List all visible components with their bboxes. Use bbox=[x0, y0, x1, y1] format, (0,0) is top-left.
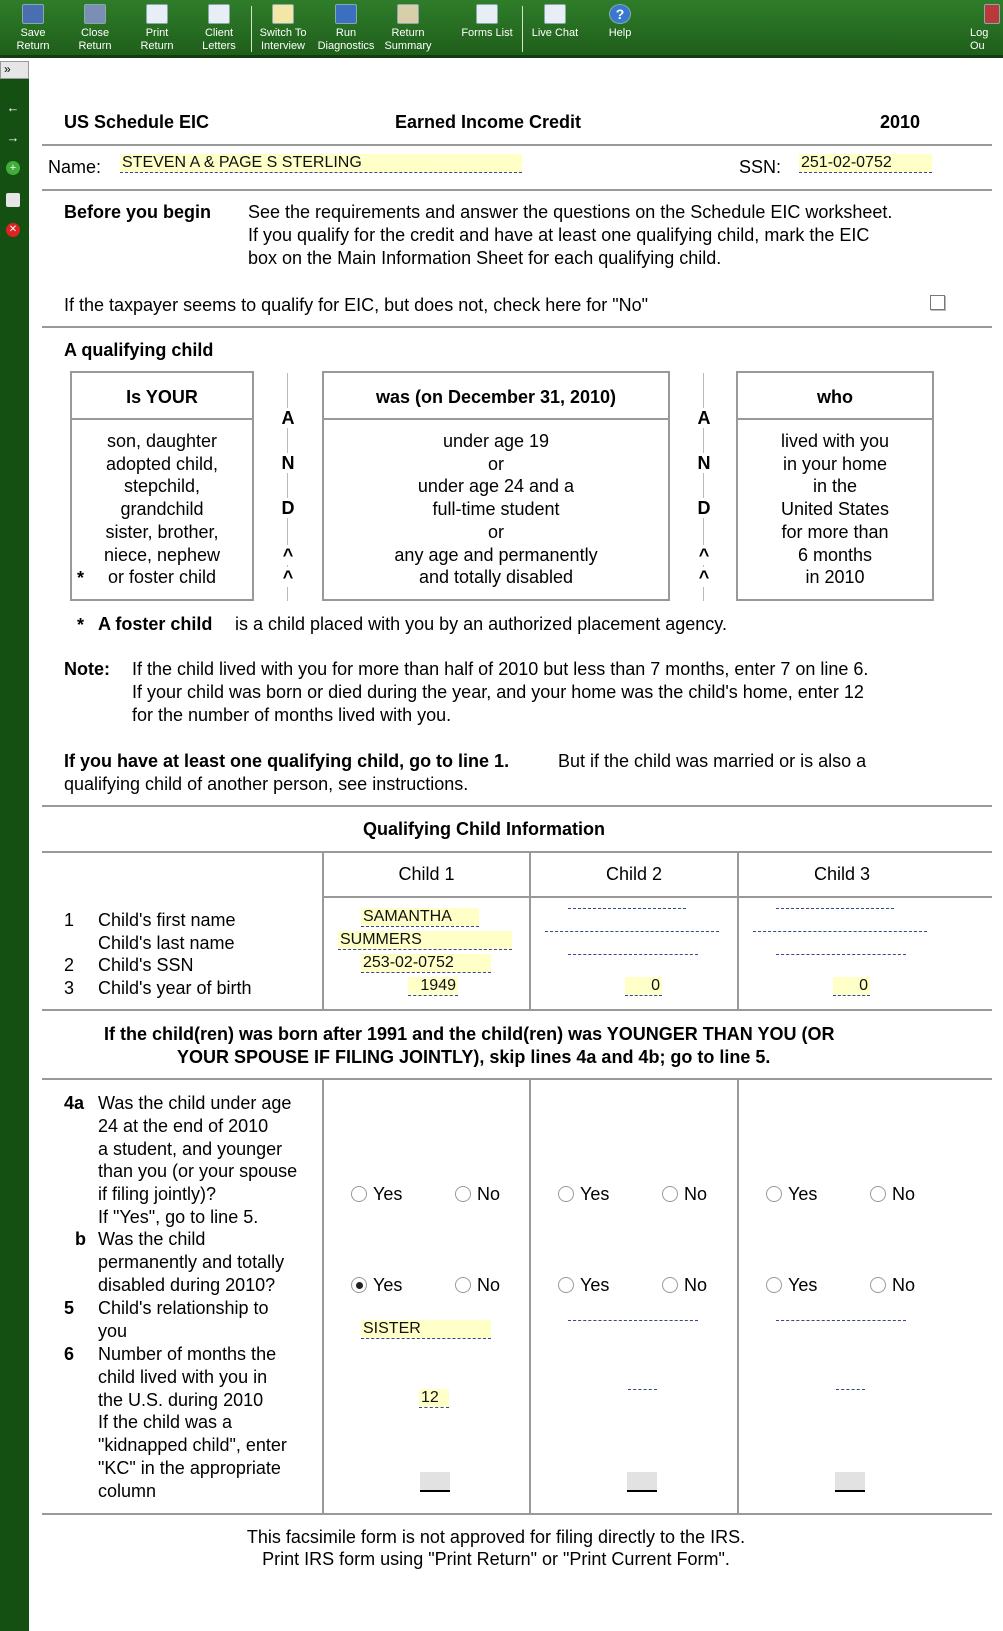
requirement-line: lived with you bbox=[780, 431, 890, 451]
requirement-line: in your home bbox=[782, 453, 888, 474]
ssn-label: SSN: bbox=[739, 157, 782, 177]
run-diagnostics-button[interactable]: Run Diagnostics bbox=[313, 2, 379, 56]
left-sidebar bbox=[0, 61, 29, 1631]
child-3-first-name-field[interactable] bbox=[776, 908, 894, 909]
child-3-months-field[interactable] bbox=[836, 1389, 865, 1390]
help-icon: ? bbox=[609, 4, 631, 24]
requirement-line: grandchild bbox=[120, 499, 204, 520]
requirement-line: in the bbox=[812, 476, 858, 497]
and-letter: N bbox=[697, 453, 711, 473]
question-text: Number of months the bbox=[98, 1344, 277, 1364]
divider bbox=[42, 805, 992, 807]
and-letter: ^ bbox=[696, 567, 712, 587]
note-text: If the child lived with you for more than half of 2010 but less than 7 months, enter 7 on line 6. bbox=[132, 659, 869, 679]
radio-circle bbox=[870, 1277, 886, 1293]
child-1-months-field[interactable]: 12 bbox=[419, 1389, 449, 1408]
relationship-box bbox=[70, 371, 254, 601]
child-3-ssn-field[interactable] bbox=[776, 954, 906, 955]
child-2-months-field[interactable] bbox=[628, 1389, 657, 1390]
question-text: Child's relationship to bbox=[98, 1298, 269, 1318]
requirement-line: adopted child, bbox=[105, 453, 219, 474]
child-1-q4a-no-radio[interactable] bbox=[455, 1184, 500, 1204]
line-number: b bbox=[75, 1229, 86, 1249]
radio-circle bbox=[455, 1186, 471, 1202]
arrow-right-icon[interactable]: → bbox=[6, 130, 20, 145]
question-text: permanently and totally bbox=[98, 1251, 285, 1272]
arrow-left-icon[interactable]: ← bbox=[6, 100, 20, 115]
and-letter: A bbox=[697, 408, 711, 428]
first-name-label: Child's first name bbox=[98, 910, 236, 930]
radio-label: Yes bbox=[580, 1184, 610, 1204]
client-letters-button[interactable]: Client Letters bbox=[186, 2, 252, 56]
child-1-relationship-field[interactable]: SISTER bbox=[361, 1320, 491, 1339]
toolbar bbox=[0, 0, 1003, 58]
child-2-header: Child 2 bbox=[605, 864, 663, 884]
radio-circle bbox=[766, 1277, 782, 1293]
relationship-head: Is YOUR bbox=[126, 387, 198, 407]
divider bbox=[42, 1513, 992, 1515]
footer-note: This facsimile form is not approved for filing directly to the IRS. bbox=[246, 1527, 746, 1547]
no-eic-text: If the taxpayer seems to qualify for EIC, but does not, check here for "No" bbox=[64, 295, 649, 315]
radio-circle bbox=[558, 1277, 574, 1293]
age-head: was (on December 31, 2010) bbox=[375, 387, 617, 407]
switch-to-interview-button[interactable]: Switch To Interview bbox=[250, 2, 316, 56]
ssn-field[interactable]: 251-02-0752 bbox=[799, 154, 932, 173]
radio-label: Yes bbox=[373, 1275, 403, 1295]
and-letter: ^ bbox=[696, 545, 712, 565]
requirement-line: son, daughter bbox=[106, 431, 218, 451]
question-text: Was the child bbox=[98, 1229, 206, 1249]
return-summary-button[interactable]: Return Summary bbox=[375, 2, 441, 56]
goto-note-text: qualifying child of another person, see instructions. bbox=[64, 774, 469, 794]
and-letter: ^ bbox=[280, 567, 296, 587]
child-1-q4b-yes-radio[interactable] bbox=[351, 1275, 402, 1295]
before-you-begin-label: Before you begin bbox=[64, 202, 212, 222]
delete-icon[interactable]: ✕ bbox=[6, 223, 20, 237]
line-number: 3 bbox=[64, 978, 75, 998]
line-number: 1 bbox=[64, 910, 75, 930]
child-1-kidnapped-field[interactable] bbox=[420, 1472, 450, 1492]
requirement-line: or bbox=[487, 453, 504, 474]
form-code: US Schedule EIC bbox=[64, 112, 210, 132]
printer-icon[interactable] bbox=[6, 193, 20, 207]
child-3-kidnapped-field[interactable] bbox=[835, 1472, 865, 1492]
list-icon bbox=[476, 4, 498, 24]
child-2-q4a-yes-radio[interactable] bbox=[558, 1184, 609, 1204]
child-3-year-of-birth-field[interactable]: 0 bbox=[833, 977, 870, 996]
radio-circle bbox=[455, 1277, 471, 1293]
goto-note-text: But if the child was married or is also a bbox=[558, 751, 867, 771]
child-3-q4a-yes-radio[interactable] bbox=[766, 1184, 817, 1204]
interview-icon bbox=[272, 4, 294, 24]
divider bbox=[72, 418, 252, 420]
radio-label: No bbox=[477, 1275, 501, 1295]
foster-star: * bbox=[77, 615, 85, 635]
radio-label: No bbox=[684, 1184, 708, 1204]
foster-text: is a child placed with you by an authorized placement agency. bbox=[235, 614, 727, 634]
divider bbox=[42, 1078, 992, 1080]
requirement-line: sister, brother, bbox=[105, 521, 219, 542]
child-ssn-label: Child's SSN bbox=[98, 955, 194, 975]
requirement-line: any age and permanently bbox=[394, 544, 598, 565]
radio-label: No bbox=[477, 1184, 501, 1204]
child-2-relationship-field[interactable] bbox=[568, 1320, 698, 1321]
child-3-header: Child 3 bbox=[813, 864, 871, 884]
radio-circle bbox=[870, 1186, 886, 1202]
line-number: 5 bbox=[64, 1298, 75, 1318]
child-3-relationship-field[interactable] bbox=[776, 1320, 906, 1321]
divider bbox=[42, 851, 992, 853]
child-1-ssn-field[interactable]: 253-02-0752 bbox=[361, 954, 491, 973]
question-text: a student, and younger bbox=[98, 1138, 283, 1159]
child-1-q4a-yes-radio[interactable] bbox=[351, 1184, 402, 1204]
no-eic-checkbox[interactable] bbox=[930, 295, 945, 310]
name-label: Name: bbox=[48, 157, 102, 177]
radio-label: Yes bbox=[580, 1275, 610, 1295]
and-letter: A bbox=[281, 408, 295, 428]
requirement-line: under age 19 bbox=[442, 431, 550, 451]
before-text: If you qualify for the credit and have at least one qualifying child, mark the EIC bbox=[248, 225, 870, 245]
residency-box bbox=[736, 371, 934, 601]
question-text: column bbox=[98, 1480, 157, 1501]
question-text: "KC" in the appropriate bbox=[98, 1458, 281, 1478]
question-text: child lived with you in bbox=[98, 1366, 268, 1387]
child-3-q4a-no-radio[interactable] bbox=[870, 1184, 915, 1204]
and-letter: N bbox=[281, 453, 295, 473]
envelope-icon bbox=[208, 4, 230, 24]
child-2-q4a-no-radio[interactable] bbox=[662, 1184, 707, 1204]
and-letter: ^ bbox=[280, 545, 296, 565]
divider bbox=[324, 418, 668, 420]
requirement-line: full-time student bbox=[432, 499, 560, 520]
logout-icon bbox=[984, 4, 1000, 24]
divider bbox=[738, 418, 932, 420]
child-2-q4b-yes-radio[interactable] bbox=[558, 1275, 609, 1295]
requirement-line: 6 months bbox=[797, 544, 873, 565]
before-text: See the requirements and answer the questions on the Schedule EIC worksheet. bbox=[248, 202, 893, 222]
column-divider bbox=[529, 1078, 531, 1513]
radio-circle bbox=[558, 1186, 574, 1202]
requirement-line: or bbox=[487, 521, 504, 542]
skip-instruction: YOUR SPOUSE IF FILING JOINTLY), skip lines 4a and 4b; go to line 5. bbox=[177, 1047, 771, 1067]
close-folder-icon bbox=[84, 4, 106, 24]
tax-year: 2010 bbox=[880, 112, 921, 132]
radio-label: Yes bbox=[788, 1184, 818, 1204]
and-letter: D bbox=[697, 498, 711, 518]
requirement-line: United States bbox=[780, 499, 890, 520]
divider bbox=[42, 189, 992, 191]
radio-label: No bbox=[684, 1275, 708, 1295]
form-title: Earned Income Credit bbox=[395, 112, 582, 132]
question-text: If "Yes", go to line 5. bbox=[98, 1207, 259, 1227]
qualifying-child-info-heading: Qualifying Child Information bbox=[363, 819, 605, 839]
child-2-last-name-field[interactable] bbox=[545, 931, 719, 932]
foster-label: A foster child bbox=[98, 614, 213, 634]
question-text: if filing jointly)? bbox=[98, 1184, 217, 1205]
column-divider bbox=[322, 1078, 324, 1513]
note-text: If your child was born or died during the year, and your home was the child's home, enter 12 bbox=[132, 682, 864, 702]
question-text: than you (or your spouse bbox=[98, 1161, 298, 1182]
requirement-line: under age 24 and a bbox=[417, 476, 575, 497]
divider bbox=[42, 144, 992, 146]
radio-circle bbox=[351, 1186, 367, 1202]
year-of-birth-label: Child's year of birth bbox=[98, 978, 252, 998]
schedule-eic-form bbox=[42, 61, 992, 1631]
question-text: the U.S. during 2010 bbox=[98, 1389, 264, 1410]
log-out-button[interactable]: Log Ou bbox=[960, 2, 1003, 56]
requirement-line: or foster child bbox=[107, 567, 217, 588]
question-text: you bbox=[98, 1320, 128, 1341]
requirement-line: niece, nephew bbox=[103, 544, 221, 565]
child-3-q4b-no-radio[interactable] bbox=[870, 1275, 915, 1295]
column-divider bbox=[737, 1078, 739, 1513]
question-text: 24 at the end of 2010 bbox=[98, 1115, 269, 1136]
add-icon[interactable]: + bbox=[6, 161, 20, 175]
residency-head: who bbox=[817, 387, 853, 407]
foster-star: * bbox=[77, 568, 85, 588]
child-3-last-name-field[interactable] bbox=[753, 931, 927, 932]
line-number: 6 bbox=[64, 1344, 75, 1364]
help-button[interactable]: ? Help bbox=[608, 6, 632, 39]
child-1-q4b-no-radio[interactable] bbox=[455, 1275, 500, 1295]
radio-circle bbox=[662, 1277, 678, 1293]
child-3-q4b-yes-radio[interactable] bbox=[766, 1275, 817, 1295]
divider bbox=[42, 326, 992, 328]
child-1-header: Child 1 bbox=[398, 864, 455, 884]
footer-note: Print IRS form using "Print Return" or "Print Current Form". bbox=[262, 1549, 730, 1569]
radio-circle bbox=[662, 1186, 678, 1202]
requirement-line: and totally disabled bbox=[418, 567, 574, 588]
radio-label: No bbox=[892, 1184, 916, 1204]
diagnostics-icon bbox=[335, 4, 357, 24]
close-return-button[interactable]: Close Return bbox=[62, 2, 128, 56]
before-text: box on the Main Information Sheet for each qualifying child. bbox=[248, 248, 722, 268]
radio-circle bbox=[766, 1186, 782, 1202]
radio-circle bbox=[351, 1277, 367, 1293]
line-number: 2 bbox=[64, 955, 75, 975]
child-2-ssn-field[interactable] bbox=[568, 954, 698, 955]
last-name-label: Child's last name bbox=[98, 933, 235, 953]
print-return-button[interactable]: Print Return bbox=[124, 2, 190, 56]
radio-label: No bbox=[892, 1275, 916, 1295]
note-label: Note: bbox=[64, 659, 110, 679]
child-2-year-of-birth-field[interactable]: 0 bbox=[625, 977, 662, 996]
requirement-line: stepchild, bbox=[123, 476, 201, 497]
name-field[interactable]: STEVEN A & PAGE S STERLING bbox=[120, 154, 522, 173]
question-text: If the child was a bbox=[98, 1412, 233, 1433]
radio-label: Yes bbox=[788, 1275, 818, 1295]
child-1-last-name-field[interactable]: SUMMERS bbox=[338, 931, 512, 950]
save-icon bbox=[22, 4, 44, 24]
and-letter: D bbox=[281, 498, 295, 518]
save-return-button[interactable]: Save Return bbox=[0, 2, 66, 56]
live-chat-button[interactable]: Live Chat bbox=[522, 2, 588, 56]
skip-instruction: If the child(ren) was born after 1991 and the child(ren) was YOUNGER THAN YOU (OR bbox=[104, 1024, 835, 1044]
chat-icon bbox=[544, 4, 566, 24]
requirement-line: for more than bbox=[781, 521, 889, 542]
child-2-first-name-field[interactable] bbox=[568, 908, 686, 909]
forms-list-button[interactable]: Forms List bbox=[454, 2, 520, 56]
child-1-first-name-field[interactable]: SAMANTHA bbox=[361, 908, 479, 927]
qualifying-child-heading: A qualifying child bbox=[64, 340, 214, 360]
clipboard-icon bbox=[397, 4, 419, 24]
requirement-line: in 2010 bbox=[805, 567, 865, 588]
age-box bbox=[322, 371, 670, 601]
line-number: 4a bbox=[64, 1093, 85, 1113]
radio-label: Yes bbox=[373, 1184, 403, 1204]
child-1-year-of-birth-field[interactable]: 1949 bbox=[408, 977, 458, 996]
goto-line1-text: If you have at least one qualifying child, go to line 1. bbox=[64, 751, 510, 771]
divider bbox=[42, 1009, 992, 1011]
printer-icon bbox=[146, 4, 168, 24]
divider bbox=[324, 896, 992, 898]
question-text: "kidnapped child", enter bbox=[98, 1435, 287, 1456]
child-2-kidnapped-field[interactable] bbox=[627, 1472, 657, 1492]
note-text: for the number of months lived with you. bbox=[132, 705, 452, 725]
question-text: disabled during 2010? bbox=[98, 1274, 276, 1295]
question-text: Was the child under age bbox=[98, 1093, 292, 1113]
child-2-q4b-no-radio[interactable] bbox=[662, 1275, 707, 1295]
expand-sidebar-button[interactable]: » bbox=[0, 61, 29, 79]
